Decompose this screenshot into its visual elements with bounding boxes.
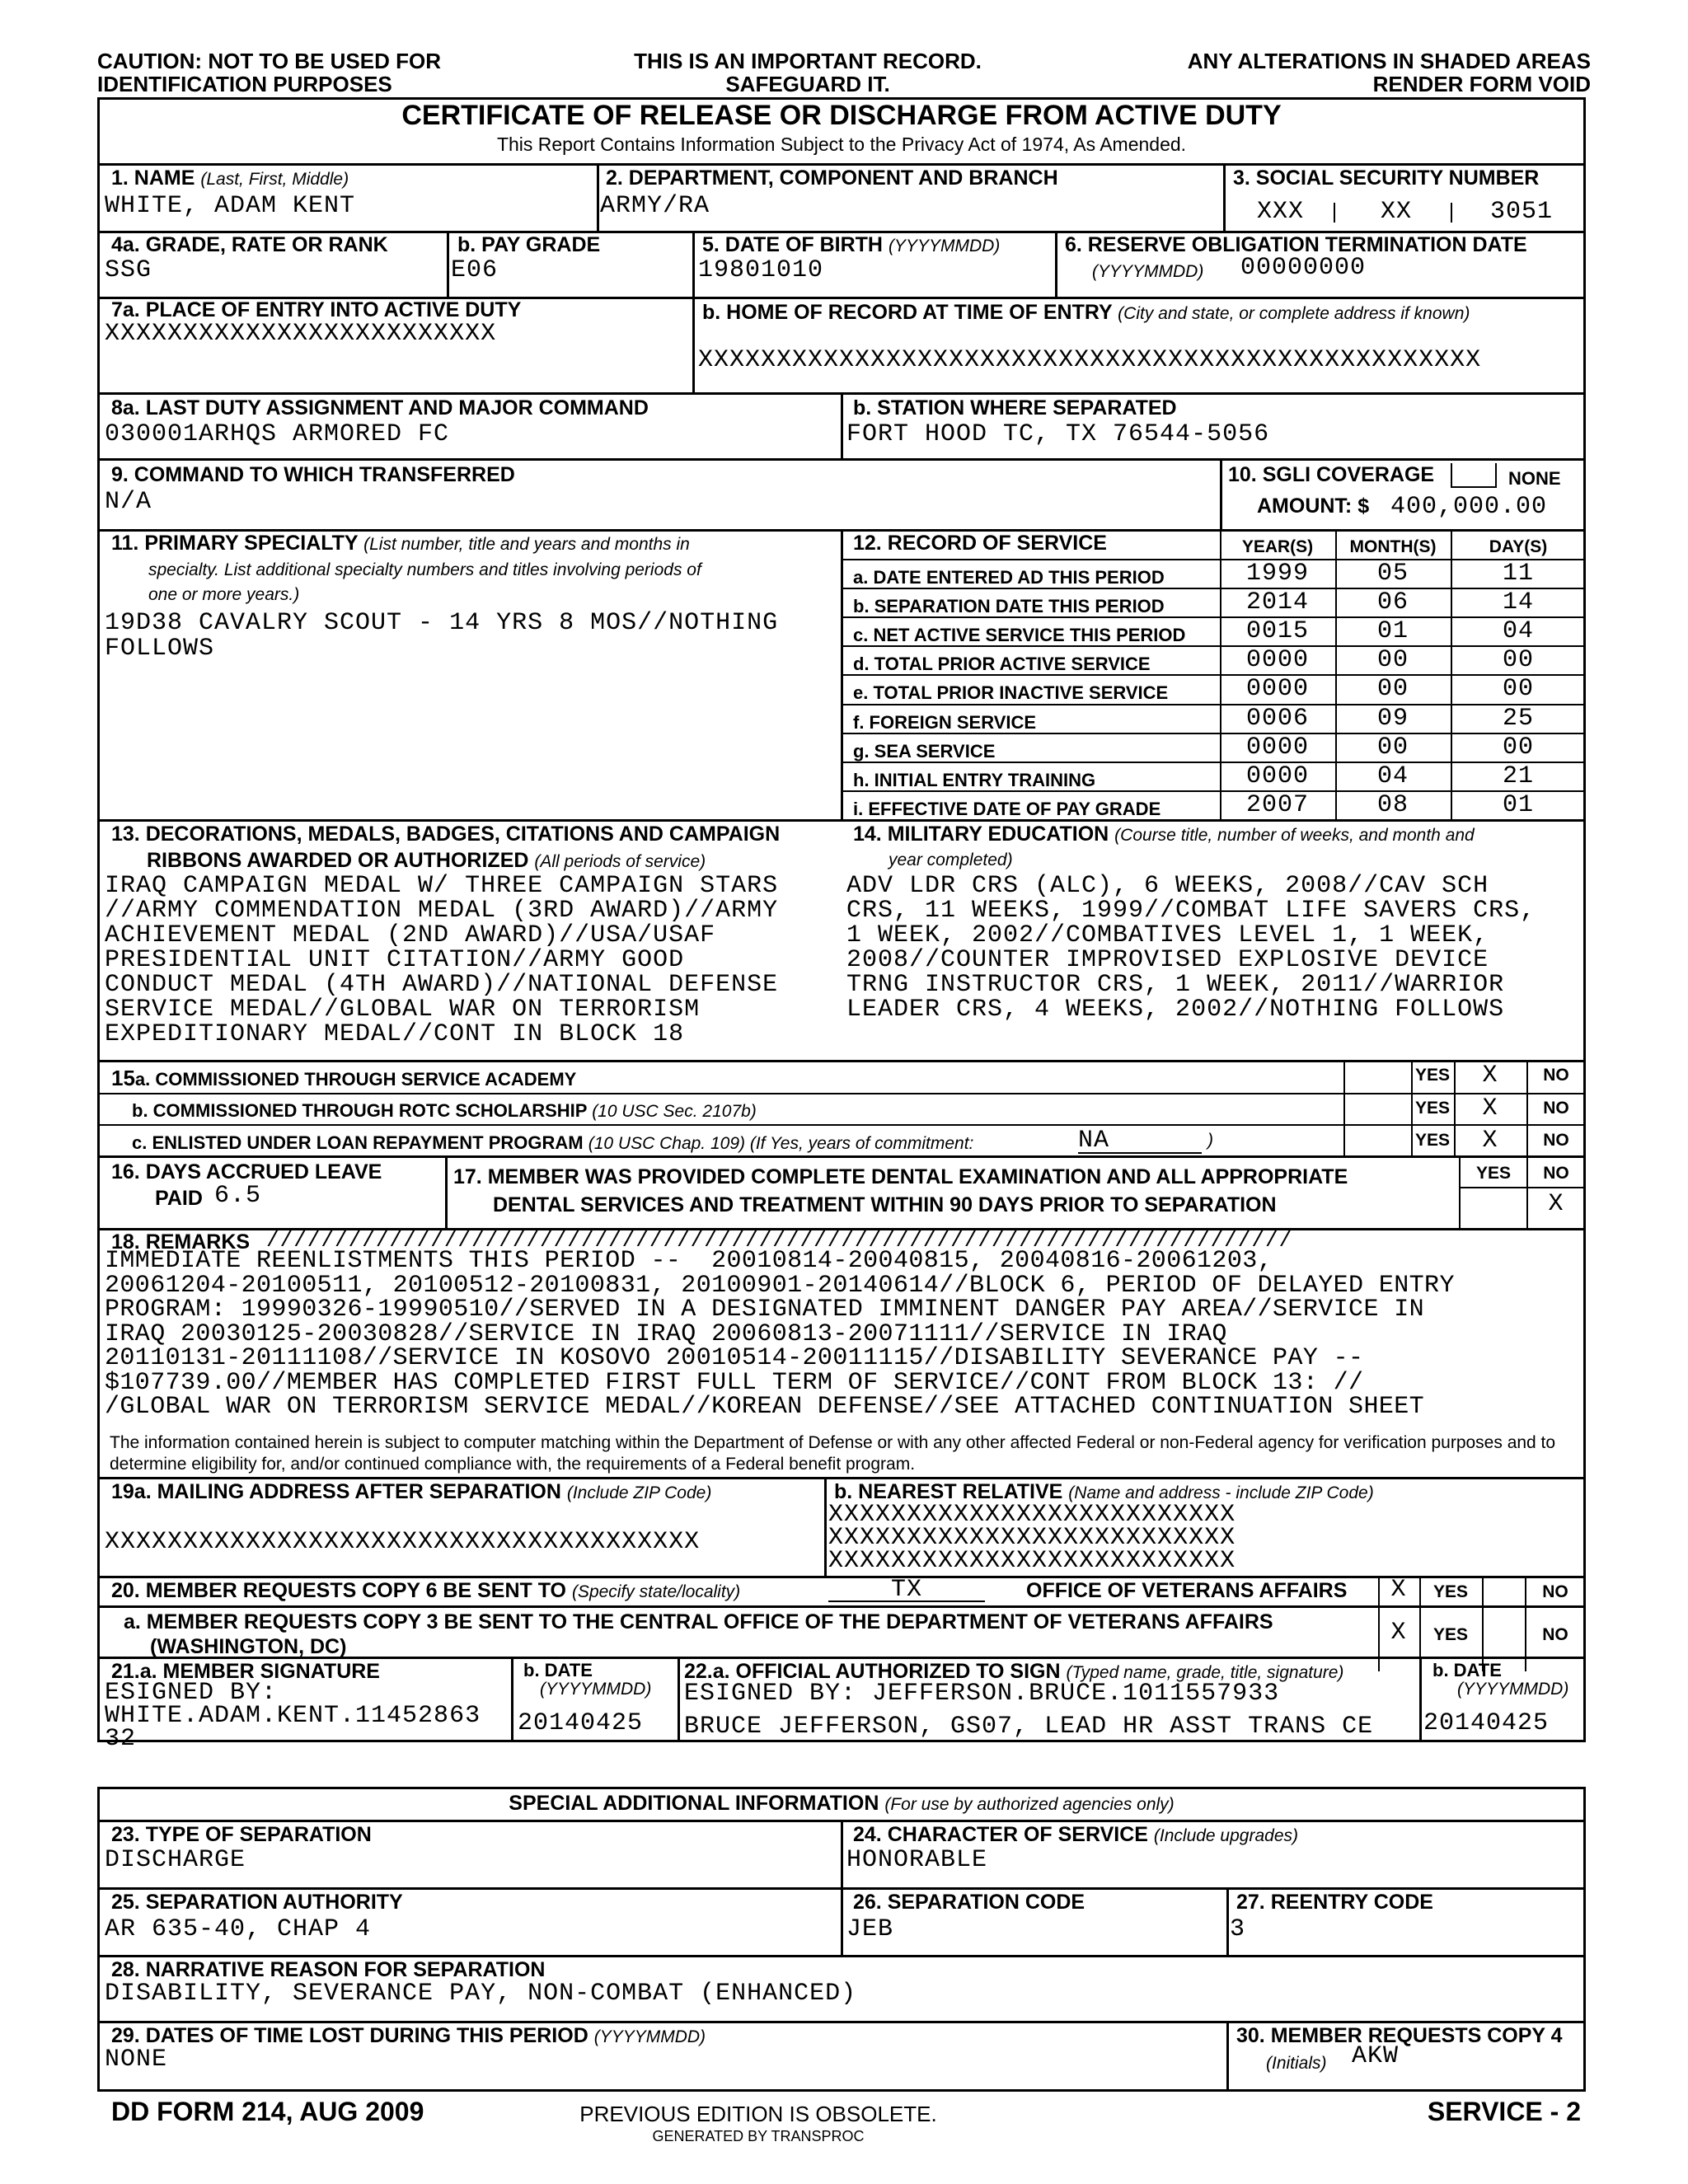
copy3-label2: (WASHINGTON, DC) <box>150 1635 347 1658</box>
sgli-amount-value[interactable]: 400,000.00 <box>1390 493 1548 521</box>
mailing-address-label: 19a. MAILING ADDRESS AFTER SEPARATION (Include ZIP Code) <box>111 1480 712 1503</box>
narrative-reason-value[interactable]: DISABILITY, SEVERANCE PAY, NON-COMBAT (ENHANCED) <box>105 1980 857 2008</box>
leave-value[interactable]: 6.5 <box>214 1182 262 1210</box>
service-row-days[interactable]: 21 <box>1502 762 1534 790</box>
member-date-hint: (YYYYMMDD) <box>540 1680 652 1699</box>
command-transferred-value[interactable]: N/A <box>105 488 152 516</box>
pay-grade-value[interactable]: E06 <box>451 256 499 284</box>
service-row-label: f. FOREIGN SERVICE <box>853 711 1037 733</box>
nearest-relative-label: b. NEAREST RELATIVE (Name and address - include ZIP Code) <box>834 1480 1374 1503</box>
b15c-label: c. ENLISTED UNDER LOAN REPAYMENT PROGRAM (10 USC Chap. 109) (If Yes, years of commitment: <box>132 1132 974 1153</box>
primary-specialty-label: 11. PRIMARY SPECIALTY (List number, title and years and months in <box>111 532 690 555</box>
last-duty-label: 8a. LAST DUTY ASSIGNMENT AND MAJOR COMMAND <box>111 396 649 419</box>
reserve-obligation-label: 6. RESERVE OBLIGATION TERMINATION DATE <box>1065 233 1527 256</box>
service-row-label: e. TOTAL PRIOR INACTIVE SERVICE <box>853 682 1169 704</box>
service-row-label: b. SEPARATION DATE THIS PERIOD <box>853 596 1165 617</box>
copy3-no: NO <box>1542 1625 1568 1644</box>
b15b-no-mark[interactable]: X <box>1482 1094 1498 1122</box>
service-row-years[interactable]: 0000 <box>1245 646 1309 675</box>
copy4-hint: (Initials) <box>1266 2054 1327 2073</box>
time-lost-value[interactable]: NONE <box>105 2046 168 2074</box>
service-row-label: a. DATE ENTERED AD THIS PERIOD <box>853 567 1165 588</box>
service-row-years[interactable]: 0000 <box>1245 675 1309 704</box>
dental-label: 17. MEMBER WAS PROVIDED COMPLETE DENTAL EXAMINATION AND ALL APPROPRIATE <box>453 1165 1348 1188</box>
service-row-days[interactable]: 04 <box>1502 617 1534 646</box>
military-education-label: 14. MILITARY EDUCATION (Course title, number of weeks, and month and <box>853 823 1475 846</box>
copy3-yes-mark[interactable]: X <box>1390 1619 1407 1647</box>
b15c-years[interactable]: NA <box>1078 1129 1202 1154</box>
service-row-days[interactable]: 00 <box>1502 675 1534 704</box>
narrative-reason-label: 28. NARRATIVE REASON FOR SEPARATION <box>111 1958 546 1981</box>
service-row-years[interactable]: 0006 <box>1245 704 1309 733</box>
name-label: 1. NAME (Last, First, Middle) <box>111 166 349 190</box>
member-signature-label: 21.a. MEMBER SIGNATURE <box>111 1660 380 1683</box>
leave-label: 16. DAYS ACCRUED LEAVE <box>111 1160 382 1183</box>
official-date-hint: (YYYYMMDD) <box>1457 1680 1569 1699</box>
copy4-initials[interactable]: AKW <box>1352 2042 1400 2070</box>
mailing-address-value[interactable]: XXXXXXXXXXXXXXXXXXXXXXXXXXXXXXXXXXXXXX <box>105 1528 701 1556</box>
important-record-text: THIS IS AN IMPORTANT RECORD. SAFEGUARD IT. <box>634 49 982 96</box>
type-separation-value[interactable]: DISCHARGE <box>105 1846 246 1874</box>
col-month-header: MONTH(S) <box>1349 537 1437 556</box>
service-row-months[interactable]: 05 <box>1376 560 1409 588</box>
service-row-label: c. NET ACTIVE SERVICE THIS PERIOD <box>853 625 1186 646</box>
record-of-service-table <box>842 559 1586 819</box>
place-of-entry-value[interactable]: XXXXXXXXXXXXXXXXXXXXXXXXX <box>105 320 497 348</box>
official-date-label: b. DATE <box>1432 1660 1502 1680</box>
copy4-label: 30. MEMBER REQUESTS COPY 4 <box>1236 2024 1563 2047</box>
decorations-label2: RIBBONS AWARDED OR AUTHORIZED (All periods of service) <box>147 849 706 872</box>
generated-by: GENERATED BY TRANSPROC <box>652 2128 865 2144</box>
sgli-amount-label: AMOUNT: $ <box>1257 494 1370 518</box>
primary-specialty-hint2: specialty. List additional specialty numbers and titles involving periods of <box>148 560 701 579</box>
primary-specialty-value[interactable]: 19D38 CAVALRY SCOUT - 14 YRS 8 MOS//NOTHING FOLLOWS <box>105 609 779 663</box>
dental-no-mark[interactable]: X <box>1548 1190 1564 1218</box>
grade-value[interactable]: SSG <box>105 256 152 284</box>
leave-paid-label: PAID <box>155 1187 203 1210</box>
b15c-no-mark[interactable]: X <box>1482 1127 1498 1155</box>
character-service-label: 24. CHARACTER OF SERVICE (Include upgrades) <box>853 1823 1298 1846</box>
member-signature-value[interactable]: ESIGNED BY: WHITE.ADAM.KENT.11452863 32 <box>105 1679 481 1753</box>
special-label: SPECIAL ADDITIONAL INFORMATION (For use by authorized agencies only) <box>509 1792 1175 1815</box>
last-duty-value[interactable]: 030001ARHQS ARMORED FC <box>105 420 450 448</box>
military-education-value[interactable]: ADV LDR CRS (ALC), 6 WEEKS, 2008//CAV SCH CRS, 11 WEEKS, 1999//COMBAT LIFE SAVERS CRS, 1 WEEK, 2002//COMBATIVES LEVEL 1, 1 WEEK, 2008//COUNTER IMPROVISED EXPLOSIVE DEVICE TRNG INSTRUCTOR CRS, 1 WEEK, 2011//WARRIOR LEADER CRS, 4 WEEKS, 2002//NOTHING FOLLOWS <box>846 872 1536 1024</box>
sgli-none-checkbox[interactable] <box>1451 463 1497 488</box>
separation-authority-value[interactable]: AR 635-40, CHAP 4 <box>105 1915 372 1943</box>
home-of-record-value[interactable]: XXXXXXXXXXXXXXXXXXXXXXXXXXXXXXXXXXXXXXXXXXXXXXXXXX <box>698 346 1482 374</box>
computer-matching-notice: The information contained herein is subject to computer matching within the Department of Defense or with any other affected Federal or non-Federal agency for verification purposes and to determine eligibility for, and/or continued compliance with, the requirements of a Federal benefit program. <box>110 1433 1556 1474</box>
remarks-slashes: /////////////////////////////////////////////////////////////////////////// <box>266 1228 1293 1253</box>
service-row-days[interactable]: 01 <box>1502 790 1534 819</box>
dob-value[interactable]: 19801010 <box>698 256 824 284</box>
service-row-years[interactable]: 2007 <box>1245 790 1309 819</box>
form-number: DD FORM 214, AUG 2009 <box>111 2097 424 2126</box>
department-label: 2. DEPARTMENT, COMPONENT AND BRANCH <box>606 166 1058 190</box>
pay-grade-label: b. PAY GRADE <box>457 233 601 256</box>
service-row-months[interactable]: 01 <box>1376 617 1409 646</box>
separation-authority-label: 25. SEPARATION AUTHORITY <box>111 1891 403 1914</box>
service-copy: SERVICE - 2 <box>1427 2097 1581 2126</box>
reserve-obligation-value[interactable]: 00000000 <box>1240 254 1367 282</box>
reentry-code-label: 27. REENTRY CODE <box>1236 1891 1433 1914</box>
service-row-years[interactable]: 1999 <box>1245 560 1309 588</box>
time-lost-label: 29. DATES OF TIME LOST DURING THIS PERIOD (YYYYMMDD) <box>111 2024 706 2047</box>
b15a-no-mark[interactable]: X <box>1482 1062 1498 1090</box>
member-date-value[interactable]: 20140425 <box>518 1709 644 1737</box>
official-value-2[interactable]: BRUCE JEFFERSON, GS07, LEAD HR ASST TRANS CE <box>684 1713 1374 1741</box>
col-day-header: DAY(S) <box>1489 537 1548 556</box>
record-of-service-label: 12. RECORD OF SERVICE <box>853 532 1107 555</box>
ssn-part3[interactable]: 3051 <box>1490 198 1554 226</box>
b15c-close: ) <box>1207 1131 1213 1150</box>
service-row-years[interactable]: 0000 <box>1245 762 1309 790</box>
dob-label: 5. DATE OF BIRTH (YYYYMMDD) <box>702 233 1001 256</box>
service-row-months[interactable]: 09 <box>1376 704 1409 733</box>
nearest-relative-value[interactable]: XXXXXXXXXXXXXXXXXXXXXXXXXX XXXXXXXXXXXXXXXXXXXXXXXXXX XXXXXXXXXXXXXXXXXXXXXXXXXX <box>828 1501 1236 1575</box>
type-separation-label: 23. TYPE OF SEPARATION <box>111 1823 372 1846</box>
place-of-entry-label: 7a. PLACE OF ENTRY INTO ACTIVE DUTY <box>111 298 522 321</box>
b15b-yes: YES <box>1414 1099 1451 1118</box>
grade-label: 4a. GRADE, RATE OR RANK <box>111 233 388 256</box>
service-row-days[interactable]: 11 <box>1502 560 1534 588</box>
b15a-no: NO <box>1543 1066 1569 1085</box>
separation-code-label: 26. SEPARATION CODE <box>853 1891 1085 1914</box>
service-row-months[interactable]: 08 <box>1376 790 1409 819</box>
decorations-label: 13. DECORATIONS, MEDALS, BADGES, CITATIONS AND CAMPAIGN <box>111 823 781 846</box>
service-row-years[interactable]: 0015 <box>1245 617 1309 646</box>
ssn-part2[interactable]: XX <box>1381 198 1413 226</box>
home-of-record-label: b. HOME OF RECORD AT TIME OF ENTRY (City and state, or complete address if known) <box>702 301 1470 324</box>
service-row-label: d. TOTAL PRIOR ACTIVE SERVICE <box>853 654 1151 675</box>
sgli-label: 10. SGLI COVERAGE <box>1228 463 1435 486</box>
department-value[interactable]: ARMY/RA <box>600 192 710 220</box>
service-row-years[interactable]: 0000 <box>1245 733 1309 762</box>
official-date-value[interactable]: 20140425 <box>1423 1709 1550 1737</box>
station-label: b. STATION WHERE SEPARATED <box>853 396 1177 419</box>
copy6-yes: YES <box>1432 1582 1469 1601</box>
command-transferred-label: 9. COMMAND TO WHICH TRANSFERRED <box>111 463 515 486</box>
copy3-label: a. MEMBER REQUESTS COPY 3 BE SENT TO THE CENTRAL OFFICE OF THE DEPARTMENT OF VETERANS AFFAIRS <box>124 1610 1273 1633</box>
official-value-1[interactable]: ESIGNED BY: JEFFERSON.BRUCE.1011557933 <box>684 1680 1280 1708</box>
service-row-label: g. SEA SERVICE <box>853 740 996 762</box>
service-row-months[interactable]: 00 <box>1376 675 1409 704</box>
copy6-label: 20. MEMBER REQUESTS COPY 6 BE SENT TO (Specify state/locality) <box>111 1579 741 1602</box>
ssn-part1[interactable]: XXX <box>1257 198 1305 226</box>
reserve-obligation-hint: (YYYYMMDD) <box>1092 262 1204 281</box>
obsolete-notice: PREVIOUS EDITION IS OBSOLETE. <box>579 2102 937 2126</box>
service-row-days[interactable]: 25 <box>1502 704 1534 733</box>
service-row-days[interactable]: 00 <box>1502 646 1534 675</box>
member-date-label: b. DATE <box>523 1660 593 1680</box>
decorations-value[interactable]: IRAQ CAMPAIGN MEDAL W/ THREE CAMPAIGN STARS //ARMY COMMENDATION MEDAL (3RD AWARD)//ARMY ACHIEVEMENT MEDAL (2ND AWARD)//USA/USAF PRESIDENTIAL UNIT CITATION//ARMY GOOD CONDUCT MEDAL (4TH AWARD)//NATIONAL DEFENSE SERVICE MEDAL//GLOBAL WAR ON TERRORISM EXPEDITIONARY MEDAL//CONT IN BLOCK 18 <box>105 872 779 1048</box>
dental-yes: YES <box>1475 1164 1512 1183</box>
b15c-no: NO <box>1543 1131 1569 1150</box>
reentry-code-value[interactable]: 3 <box>1230 1915 1246 1943</box>
service-row-years[interactable]: 2014 <box>1245 588 1309 617</box>
service-row-label: i. EFFECTIVE DATE OF PAY GRADE <box>853 798 1161 819</box>
remarks-value[interactable]: IMMEDIATE REENLISTMENTS THIS PERIOD -- 20010814-20040815, 20040816-20061203, 20061204-20100511, 20100512-20100831, 20100901-20140614//BLOCK 6, PERIOD OF DELAYED ENTRY PROGRAM: 19990326-19990510//SERVED IN A DESIGNATED IMMINENT DANGER PAY AREA//SERVICE IN IRAQ 20030125-20030828//SERVICE IN IRAQ 20060813-20071111//SERVICE IN IRAQ 20110131-20111108//SERVICE IN KOSOVO 20010514-20011115//DISABILITY SEVERANCE PAY -- $107739.00//MEMBER HAS COMPLETED FIRST FULL TERM OF SERVICE//CONT FROM BLOCK 13: // /GLOBAL WAR ON TERRORISM SERVICE MEDAL//KOREAN DEFENSE//SEE ATTACHED CONTINUATION SHEET <box>105 1247 1455 1421</box>
service-row-months[interactable]: 00 <box>1376 733 1409 762</box>
primary-specialty-hint3: one or more years.) <box>148 585 300 604</box>
form-title: CERTIFICATE OF RELEASE OR DISCHARGE FROM ACTIVE DUTY <box>401 100 1282 131</box>
official-label: 22.a. OFFICIAL AUTHORIZED TO SIGN (Typed name, grade, title, signature) <box>684 1660 1344 1683</box>
b15a-yes: YES <box>1414 1066 1451 1085</box>
dental-label2: DENTAL SERVICES AND TREATMENT WITHIN 90 DAYS PRIOR TO SEPARATION <box>493 1193 1277 1216</box>
military-education-hint2: year completed) <box>889 851 1013 869</box>
alterations-text: ANY ALTERATIONS IN SHADED AREAS RENDER FORM VOID <box>1187 49 1591 96</box>
separation-code-value[interactable]: JEB <box>846 1915 894 1943</box>
remarks-label: 18. REMARKS <box>111 1230 251 1254</box>
caution-text: CAUTION: NOT TO BE USED FOR IDENTIFICATION PURPOSES <box>97 49 441 96</box>
character-service-value[interactable]: HONORABLE <box>846 1846 988 1874</box>
b15b-label: b. COMMISSIONED THROUGH ROTC SCHOLARSHIP (10 USC Sec. 2107b) <box>132 1100 757 1121</box>
service-row-months[interactable]: 06 <box>1376 588 1409 617</box>
copy3-yes: YES <box>1432 1625 1469 1644</box>
service-row-days[interactable]: 14 <box>1502 588 1534 617</box>
copy6-yes-mark[interactable]: X <box>1390 1576 1407 1604</box>
sgli-none-label: NONE <box>1508 468 1561 489</box>
service-row-label: h. INITIAL ENTRY TRAINING <box>853 769 1096 790</box>
service-row-months[interactable]: 00 <box>1376 646 1409 675</box>
copy6-state[interactable]: TX <box>828 1579 985 1602</box>
name-value[interactable]: WHITE, ADAM KENT <box>105 192 356 220</box>
ssn-label: 3. SOCIAL SECURITY NUMBER <box>1233 166 1540 190</box>
col-year-header: YEAR(S) <box>1241 537 1314 556</box>
b15a-label: 15a. COMMISSIONED THROUGH SERVICE ACADEMY <box>111 1066 577 1090</box>
service-row-months[interactable]: 04 <box>1376 762 1409 790</box>
privacy-notice: This Report Contains Information Subject to the Privacy Act of 1974, As Amended. <box>496 134 1187 155</box>
b15c-yes: YES <box>1414 1131 1451 1150</box>
station-value[interactable]: FORT HOOD TC, TX 76544-5056 <box>846 420 1270 448</box>
dental-no: NO <box>1543 1164 1569 1183</box>
copy6-no: NO <box>1542 1582 1568 1601</box>
copy6-office: OFFICE OF VETERANS AFFAIRS <box>1026 1579 1348 1602</box>
service-row-days[interactable]: 00 <box>1502 733 1534 762</box>
b15b-no: NO <box>1543 1099 1569 1118</box>
